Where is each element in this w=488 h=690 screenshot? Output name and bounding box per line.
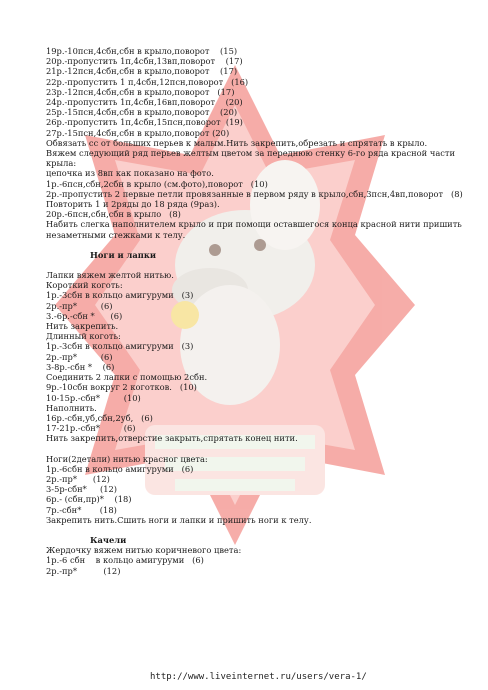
source-url: http://www.liveinternet.ru/users/vera-1/ — [150, 672, 367, 682]
text-line: 23р.-12псн,4сбн,сбн в крыло,поворот (17) — [46, 86, 235, 97]
text-line: 17-21р.-сбн* (6) — [46, 423, 136, 434]
text-line: 1р.-3сбн в кольцо амигуруми (3) — [46, 290, 194, 301]
text-line: Закрепить нить.Сшить ноги и лапки и пришить ноги к телу. — [46, 514, 312, 525]
pattern-rows-top — [46, 46, 476, 240]
text-line: 2р.-пропустить 2 первые петли провязанные в первом ряду в крыло,сбн,3псн,4вп,поворот (8) — [46, 188, 463, 199]
text-line: 9р.-10сбн вокруг 2 коготков. (10) — [46, 382, 197, 393]
text-line: Вяжем следующий ряд перьев желтым цветом за переднюю стенку 6-го ряда красной части — [46, 148, 456, 159]
text-line: Короткий коготь: — [46, 280, 123, 291]
text-line: Ноги(2детали) нитью красног цвета: — [46, 453, 208, 464]
pattern-rows-swing — [46, 545, 476, 576]
text-line: 1р.-3сбн в кольцо амигуруми (3) — [46, 341, 194, 352]
text-line: Обвязать сс от больших перьев к малым.Нить закрепить,обрезать и спрятать в крыло. — [46, 137, 428, 148]
text-line: Повторить 1 и 2ряды до 18 ряда (9раз). — [46, 199, 220, 210]
text-line: 2р.-пр* (12) — [46, 565, 121, 576]
text-line: 3.-6р.-сбн * (6) — [46, 310, 123, 321]
text-line: 27р.-15псн,4сбн,сбн в крыло,поворот (20) — [46, 127, 230, 138]
text-line: 20р.-6псн,сбн,сбн в крыло (8) — [46, 209, 181, 220]
text-line: 1р.-6сбн в кольцо амигуруми (6) — [46, 463, 194, 474]
document-text — [46, 46, 476, 576]
text-line: 2р.-пр* (6) — [46, 300, 113, 311]
text-line: Соединить 2 лапки с помощью 2сбн. — [46, 372, 208, 383]
text-line: 22р.-пропустить 1 п,4сбн,12псн,поворот (16) — [46, 76, 249, 87]
text-line: Нить закрепить. — [46, 321, 119, 332]
text-line: Набить слегка наполнителем крыло и при помощи оставшегося конца красной нити пришить — [46, 219, 462, 230]
text-line: Жердочку вяжем нитью коричневого цвета: — [46, 545, 242, 556]
text-line: 2р.-пр* (6) — [46, 351, 113, 362]
text-line: 19р.-10псн,4сбн,сбн в крыло,поворот (15) — [46, 46, 238, 56]
text-line: 3-5р-сбн* (12) — [46, 484, 118, 495]
text-line: 10-15р.-сбн* (10) — [46, 392, 141, 403]
section-heading-legs: Ноги и лапки — [90, 249, 156, 260]
text-line: 1р.-6 сбн в кольцо амигуруми (6) — [46, 555, 204, 566]
text-line: 24р.-пропустить 1п,4сбн,16вп,поворот (20) — [46, 97, 243, 108]
text-line: 16р.-сбн,уб,сбн,2уб, (6) — [46, 412, 153, 423]
text-line: Длинный коготь: — [46, 331, 121, 342]
text-line: 3-8р.-сбн * (6) — [46, 361, 115, 372]
text-line: 1р.-6псн,сбн,2сбн в крыло (см.фото),поворот (10) — [46, 178, 268, 189]
text-line: Нить закрепить,отверстие закрыть,спрятать конец нити. — [46, 433, 298, 444]
text-line: 21р.-12псн,4сбн,сбн в крыло,поворот (17) — [46, 66, 238, 77]
text-line: 6р.- (сбн,пр)* (18) — [46, 494, 132, 505]
section-heading-swing: Качели — [90, 534, 127, 545]
text-line: Лапки вяжем желтой нитью. — [46, 270, 174, 281]
pattern-rows-legs — [46, 270, 476, 443]
text-line: Наполнить. — [46, 402, 97, 413]
text-line: цепочка из 8вп как показано на фото. — [46, 168, 214, 179]
text-line: 26р.-пропустить 1п,4сбн,15псн,поворот (19) — [46, 117, 243, 128]
text-line: 2р.-пр* (12) — [46, 473, 110, 484]
text-line: 7р.-сбн* (18) — [46, 504, 117, 515]
text-line: незаметными стежками к телу. — [46, 229, 186, 240]
text-line: 25р.-15псн,4сбн,сбн в крыло,поворот (20) — [46, 107, 238, 118]
pattern-rows-legs-red — [46, 454, 476, 525]
text-line: крыла: — [46, 158, 77, 169]
text-line: 20р.-пропустить 1п,4сбн,13вп,поворот (17) — [46, 56, 243, 67]
